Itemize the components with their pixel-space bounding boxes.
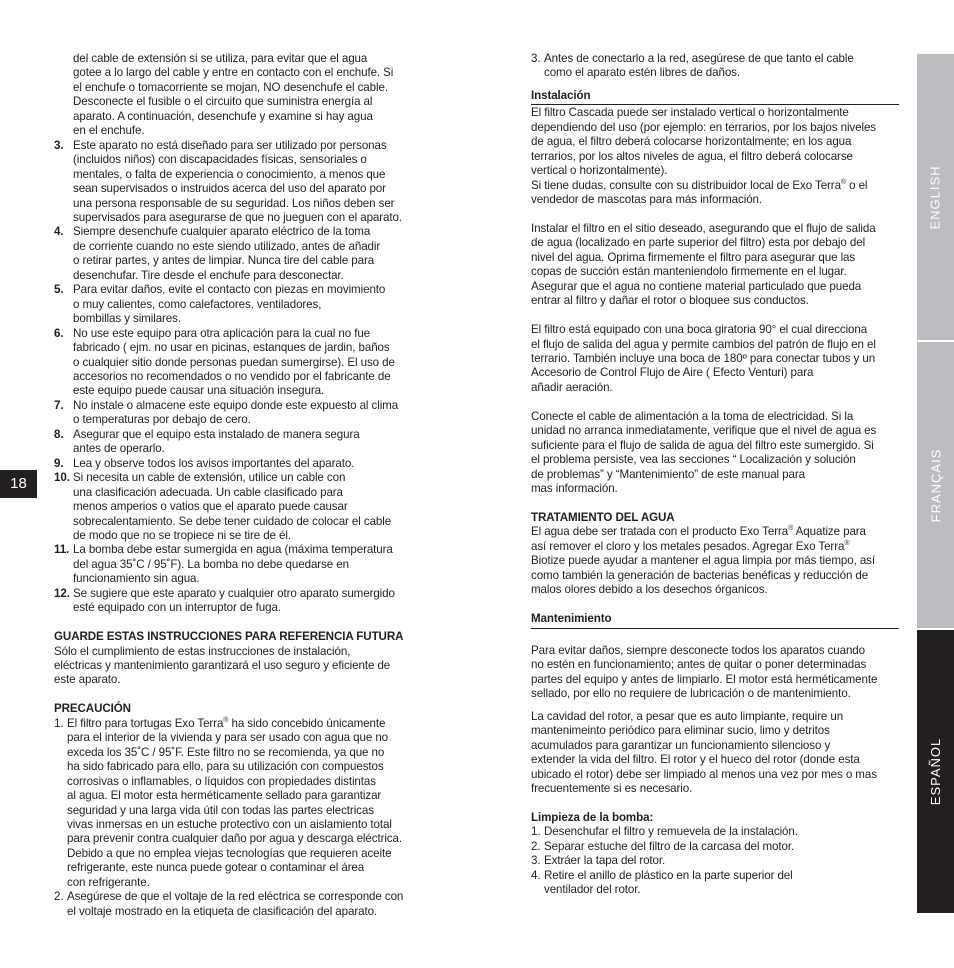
text-line: ubicado el rotor) debe ser limpiado al menos una vez por mes o mas [531, 767, 877, 781]
text-line: aparato. A continuación, desenchufe y examine si hay agua [73, 109, 373, 123]
text-line: sellado, por ello no requiere de lubricación o de mantenimiento. [531, 687, 851, 701]
text-line: nivel del agua. Oprima firmemente el filtro para asegurar que las [531, 250, 856, 264]
text-line: La bomba debe estar sumergida en agua (máxima temperatura [73, 543, 393, 557]
left-column [54, 52, 422, 919]
instalacion-heading: Instalación [531, 89, 899, 105]
step-number: 4. [531, 868, 541, 882]
text-line: Instalar el filtro en el sitio deseado, asegurando que el flujo de salida [531, 221, 876, 235]
safety-list-item [54, 225, 422, 283]
text-line: Desconecte el fusible o el circuito que suministra energía al [73, 95, 373, 109]
text-line: dependiendo del uso (por ejemplo: en terrarios, por los bajos niveles [531, 120, 876, 134]
safety-list-item [54, 457, 422, 471]
text-line: unidad no arranca inmediatamente, verifique que el nivel de agua es [531, 424, 877, 438]
text-line: sean supervisados o instruidos acerca del uso del aparato por [73, 182, 386, 196]
text-line: el problema persiste, vea las secciones “ Localización y solución [531, 453, 856, 467]
right-column [531, 52, 899, 898]
text-line: malos olores debido a los desechos órganicos. [531, 583, 768, 597]
text-line: entrar al filtro y dañar el rotor o bloquee sus conductos. [531, 294, 809, 308]
text-line: Debido a que no emplea viejas tecnologías que requieren aceite [67, 846, 392, 860]
safety-list-item [54, 587, 422, 616]
instalacion-paragraph-1 [531, 106, 899, 178]
limpieza-step [531, 825, 899, 839]
text-line: partes del equipo y antes de limpiarlo. El motor está herméticamente [531, 672, 878, 686]
instalacion-dudas: Si tiene dudas, consulte con su distribuidor local de Exo Terra® o el [531, 178, 868, 192]
text-line: el enchufe o tomacorriente se mojan, NO desenchufe el cable. [73, 80, 388, 94]
text-line: acumulados para garantizar un funcionamiento silencioso y [531, 738, 831, 752]
page-number: 18 [0, 470, 37, 498]
text-line: seguridad y una larga vida útil con todas las partes electricas [67, 803, 374, 817]
item-number: 11. [54, 543, 70, 557]
text-line: de corriente cuando no este siendo utilizado, antes de añadir [73, 239, 381, 253]
text-line: en el enchufe. [73, 124, 145, 138]
item-number: 12. [54, 586, 70, 600]
limpieza-step [531, 869, 899, 898]
text-line: Sólo el cumplimiento de estas instrucciones de instalación, [54, 644, 351, 658]
mantenimiento-paragraph-2 [531, 710, 899, 797]
text-line: o muy calientes, como calefactores, ventiladores, [73, 297, 322, 311]
instalacion-paragraph-3 [531, 323, 899, 395]
text-line: eléctricas y mantenimiento garantizará el uso seguro y eficiente de [54, 659, 391, 673]
safety-list-item [54, 139, 422, 226]
limpieza-steps [531, 825, 899, 897]
text-line: ha sido fabricado para ello, para su utilización con compuestos [67, 760, 384, 774]
right-item-3: 3. Antes de conectarlo a la red, asegúrese de que tanto el cable como el aparato estén libres de daños. [531, 52, 899, 81]
text-line: vivas inmersas en un estuche protectivo con un aislamiento total [67, 817, 392, 831]
step-number: 3. [531, 854, 541, 868]
text-line: sobrecalentamiento. Se debe tener cuidado de colocar el cable [73, 514, 392, 528]
text-line: del cable de extensión si se utiliza, para evitar que el agua [73, 52, 368, 65]
text-line: Retire el anillo de plástico en la parte superior del [544, 868, 793, 882]
text-line: vertical o horizontalmente). [531, 164, 668, 178]
instalacion-dudas-end: vendedor de mascotas para más información. [531, 193, 763, 207]
text-line: Este aparato no está diseñado para ser utilizado por personas [73, 138, 387, 152]
item-number: 8. [54, 427, 64, 441]
mantenimiento-heading: Mantenimiento [531, 612, 899, 628]
text-line: este aparato. [54, 673, 121, 687]
text-line: terrarios, por los altos niveles de agua, el filtro deberá colocarse [531, 149, 853, 163]
guarde-heading: GUARDE ESTAS INSTRUCCIONES PARA REFERENCIA FUTURA [54, 630, 404, 644]
text-line: para prevenir contra cualquier daño por agua y descarga eléctrica. [67, 832, 402, 846]
text-line: fabricado ( ejm. no usar en picinas, estanques de jardin, baños [73, 341, 390, 355]
text-line: Para evitar daños, evite el contacto con piezas en movimiento [73, 283, 386, 297]
safety-list-item [54, 428, 422, 457]
tratamiento-heading: TRATAMIENTO DEL AGUA [531, 510, 675, 524]
text-line: funcionamiento sin agua. [73, 572, 200, 586]
text-line: No instale o almacene este equipo donde este expuesto al clima [73, 398, 399, 412]
item-number: 7. [54, 398, 64, 412]
text-line: Siempre desenchufe cualquier aparato eléctrico de la toma [73, 225, 371, 239]
intro-paragraph [54, 52, 422, 139]
text-line: accesorios no recomendados o no vendido por el fabricante de [73, 369, 391, 383]
text-line: menos amperios o vatios que el aparato puede causar [73, 500, 348, 514]
limpieza-step [531, 854, 899, 868]
text-line: del agua 35˚C / 95˚F). La bomba no debe quedarse en [73, 557, 349, 571]
text-line: Asegurar que el equipo esta instalado de manera segura [73, 427, 360, 441]
text-line: El filtro está equipado con una boca giratoria 90° el cual direcciona [531, 323, 868, 337]
precaucion-item-1: 1. El filtro para tortugas Exo Terra® ha sido concebido únicamente para el interior de la vivienda y para ser usado con agua que no exceda los 35˚C / 95˚F. Este filtro no se recomienda, ya que no ha sido fabricado para ello, para su utilización con compuestos corrosivas o inflamables, o líquidos con propiedades distintas al agua. El motor esta herméticamente sellado para garantizar seguridad y una larga vida útil con todas las partes electricas vivas inmersas en un estuche protectivo con un aislamiento total para prevenir contra cualquier daño por agua y descarga eléctrica. Debido a que no emplea viejas tecnologías que requieren aceite refrigerante, este nunca puede gotear o contaminar el área con refrigerante. [54, 717, 422, 890]
text-line: este equipo puede causar una situación insegura. [73, 384, 325, 398]
text-line: no estén en funcionamiento; antes de quitar o poner determinadas [531, 658, 867, 672]
text-line: Asegurar que el agua no contiene material particulado que pueda [531, 279, 862, 293]
text-line: ventilador del rotor. [544, 883, 641, 897]
text-line: Asegúrese de que el voltaje de la red eléctrica se corresponde con [67, 890, 404, 904]
text-line: una clasificación adecuada. Un cable clasificado para [73, 485, 343, 499]
text-line: Para evitar daños, siempre desconecte todos los aparatos cuando [531, 644, 865, 658]
text-line: de problemas” y “Mantenimiento” de este manual para [531, 467, 805, 481]
text-line: exceda los 35˚C / 95˚F. Este filtro no se recomienda, ya que no [67, 745, 385, 759]
text-line: Se sugiere que este aparato y cualquier otro aparato sumergido [73, 586, 395, 600]
text-line: bombillas y similares. [73, 312, 181, 326]
text-line: al agua. El motor esta herméticamente sellado para garantizar [67, 789, 382, 803]
text-line: Accesorio de Control Flujo de Aire ( Efecto Venturi) para [531, 366, 814, 380]
text-line: Si necesita un cable de extensión, utilice un cable con [73, 471, 346, 485]
text-line: el voltaje mostrado en la etiqueta de clasificación del aparato. [67, 904, 378, 918]
text-line: mentales, o falta de experiencia o conocimiento, a menos que [73, 167, 386, 181]
text-line: frecuentemente si es necesario. [531, 782, 693, 796]
text-line: antes de operarlo. [73, 442, 165, 456]
precaucion-heading: PRECAUCIÓN [54, 702, 131, 716]
item-number: 3. [54, 138, 64, 152]
item-number: 10. [54, 471, 70, 485]
text-line: de agua, el filtro deberá colocarse horizontalmente; en los agua [531, 135, 852, 149]
text-line: Antes de conectarlo a la red, asegúrese de que tanto el cable [544, 52, 854, 65]
safety-list-item [54, 543, 422, 586]
text-line: El filtro Cascada puede ser instalado vertical o horizontalmente [531, 106, 849, 120]
text-line: Lea y observe todos los avisos importantes del aparato. [73, 456, 355, 470]
safety-list-item [54, 327, 422, 399]
safety-list-item [54, 471, 422, 543]
text-line: con refrigerante. [67, 875, 150, 889]
item-number: 4. [54, 225, 64, 239]
limpieza-heading: Limpieza de la bomba: [531, 811, 654, 824]
text-line: Separar estuche del filtro de la carcasa del motor. [544, 839, 795, 853]
text-line: o retirar partes, y antes de limpiar. Nunca tire del cable para [73, 254, 375, 268]
precaucion-item-2: 2. Asegúrese de que el voltaje de la red eléctrica se corresponde con el voltaje mostrado en la etiqueta de clasificación del aparato. [54, 890, 422, 919]
item-number: 5. [54, 283, 64, 297]
limpieza-step [531, 840, 899, 854]
text-line: terrario. También incluye una boca de 180º para conectar tubos y un [531, 352, 876, 366]
text-line: Desenchufar el filtro y remuevela de la instalación. [544, 825, 798, 839]
instalacion-paragraph-4 [531, 410, 899, 497]
text-line: refrigerante, este nunca puede gotear o contaminar el área [67, 861, 365, 875]
step-number: 1. [531, 825, 541, 839]
guarde-paragraph [54, 645, 422, 688]
text-line: No use este equipo para otra aplicación para la cual no fue [73, 326, 371, 340]
step-number: 2. [531, 839, 541, 853]
text-line: copas de succión están manteniendolo firmemente en el lugar. [531, 265, 847, 279]
text-line: extender la vida del filtro. El rotor y el hueco del rotor (donde esta [531, 753, 860, 767]
text-line: mantenimeinto periódico para eliminar sucio, limo y detritos [531, 724, 830, 738]
text-line: mas información. [531, 482, 618, 496]
safety-list-item [54, 283, 422, 326]
tab-english[interactable]: ENGLISH [917, 54, 954, 340]
text-line: de modo que no se tropiece ni se tire de él. [73, 528, 291, 542]
text-line: para el interior de la vivienda y para ser usado con agua que no [67, 731, 389, 745]
text-line: esté equipado con un interruptor de fuga. [73, 601, 281, 615]
text-line: suficiente para el flujo de salida de agua del filtro este sumergido. Si [531, 438, 874, 452]
text-line: o temperaturas por debajo de cero. [73, 413, 251, 427]
tab-francais[interactable]: FRANÇAIS [917, 342, 954, 628]
text-line: corrosivas o inflamables, o líquidos con propiedades distintas [67, 774, 376, 788]
text-line: añadir aeración. [531, 380, 613, 394]
text-line: La cavidad del rotor, a pesar que es auto limpiante, require un [531, 709, 844, 723]
text-line: supervisados para asegurarse de que no jueguen con el aparato. [73, 210, 402, 224]
text-line: una persona responsable de su seguridad. Los niños deben ser [73, 196, 395, 210]
text-line: Biotize puede ayudar a mantener el agua limpia por más tiempo, así [531, 554, 875, 568]
text-line: desenchufar. Tire desde el enchufe para desconectar. [73, 268, 344, 282]
text-line: de agua (localizado en parte superior del filtro) esta por debajo del [531, 236, 866, 250]
safety-list-item [54, 399, 422, 428]
mantenimiento-paragraph-1 [531, 644, 899, 702]
item-number: 6. [54, 326, 64, 340]
text-line: el flujo de salida del agua y permite cambios del patrón de flujo en el [531, 337, 876, 351]
text-line: Conecte el cable de alimentación a la toma de electricidad. Si la [531, 409, 854, 423]
text-line: (incluidos niños) con discapacidades físicas, sensoriales o [73, 153, 367, 167]
instalacion-paragraph-2 [531, 222, 899, 309]
text-line: gotee a lo largo del cable y entre en contacto con el enchufe. Si [73, 66, 394, 80]
text-line: como también la generación de bacterias benéficas y reducción de [531, 568, 869, 582]
text-line: o cualquier sitio donde personas puedan sumergirse). El uso de [73, 355, 395, 369]
text-line: Extráer la tapa del rotor. [544, 854, 666, 868]
text-line: como el aparato estén libres de daños. [544, 66, 740, 80]
tratamiento-paragraph: El agua debe ser tratada con el producto Exo Terra® Aquatize para así remover el cloro y los metales pesados. Agregar Exo Terra® Biotize puede ayudar a mantener el agua limpia por más tiempo, así como también la generación de bacterias benéficas y reducción de malos olores debido a los desechos órganicos. [531, 525, 899, 597]
safety-list [54, 139, 422, 616]
tab-espanol[interactable]: ESPAÑOL [917, 630, 954, 913]
item-number: 9. [54, 456, 64, 470]
